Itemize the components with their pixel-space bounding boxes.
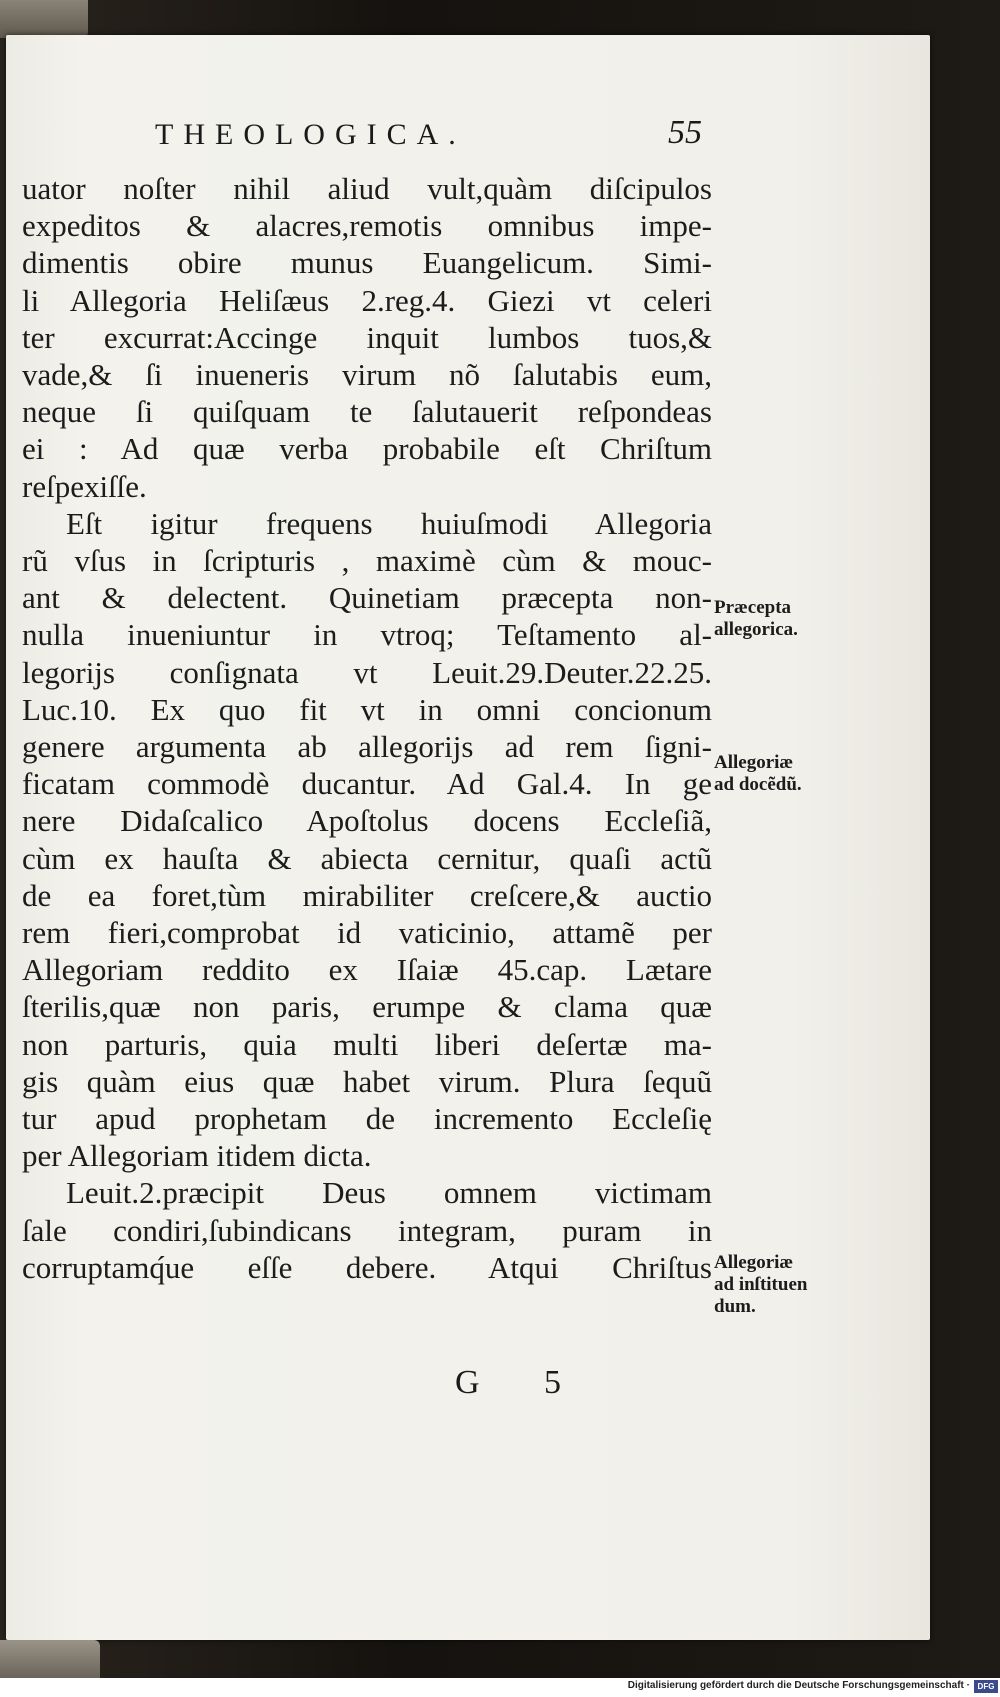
marginal-note-line: allegorica. [714, 619, 798, 640]
text-line: Eſt igitur frequens huiuſmodi Allegoria [66, 505, 712, 541]
main-text-block [22, 170, 712, 1286]
text-line: cùm ex hauſta & abiecta cernitur, quaſi actũ [22, 840, 712, 876]
marginal-note-line: Allegoriæ [714, 752, 794, 773]
text-line: Allegoriam reddito ex Iſaiæ 45.cap. Lætare [22, 952, 712, 988]
text-line: ei : Ad quæ verba probabile eſt Chriſtum [22, 431, 712, 467]
book-clamp-top [0, 0, 88, 38]
text-line: Luc.10. Ex quo fit vt in omni concionum [22, 691, 712, 727]
marginal-note-line: Præcepta [714, 597, 792, 618]
text-line: rem fieri,comprobat id vaticinio, attamẽ per [22, 915, 712, 951]
marginal-note [714, 1252, 864, 1318]
text-line: dimentis obire munus Euangelicum. Simi- [22, 245, 712, 281]
marginal-note-line: ad inſtituen [714, 1274, 808, 1295]
page-number: 55 [668, 114, 702, 151]
signature-mark: G 5 [455, 1364, 590, 1401]
book-clamp-bottom [0, 1640, 100, 1678]
text-line: legorijs conſignata vt Leuit.29.Deuter.22.25. [22, 654, 712, 690]
marginal-note [714, 597, 864, 641]
text-line: neque ſi quiſquam te ſalutauerit reſpondeas [22, 394, 712, 430]
marginal-note-line: dum. [714, 1296, 756, 1317]
text-line: genere argumenta ab allegorijs ad rem ſigni- [22, 729, 712, 765]
text-line: uator noſter nihil aliud vult,quàm diſcipulos [22, 171, 712, 206]
text-line: li Allegoria Heliſæus 2.reg.4. Giezi vt celeri [22, 282, 712, 318]
text-line: vade,& ſi inueneris virum nõ ſalutabis eum, [22, 357, 712, 393]
text-line: non parturis, quia multi liberi deſertæ ma- [22, 1026, 712, 1062]
funding-credit: Digitalisierung gefördert durch die Deutsche Forschungsgemeinschaft · [627, 1680, 970, 1691]
marginal-note [714, 752, 864, 796]
text-line: nere Didaſcalico Apoſtolus docens Eccleſiã, [22, 803, 712, 839]
marginal-note-line: ad docẽdũ. [714, 774, 802, 795]
text-line: gis quàm eius quæ habet virum. Plura ſequũ [22, 1063, 712, 1099]
text-line: nulla inueniuntur in vtroq; Teſtamento al- [22, 617, 712, 653]
text-line: tur apud prophetam de incremento Eccleſię [22, 1101, 712, 1137]
text-line: ficatam commodè ducantur. Ad Gal.4. In ge [22, 766, 712, 802]
text-line: corruptamq́ue eſſe debere. Atqui Chriſtus [22, 1249, 712, 1285]
text-line: de ea foret,tùm mirabiliter creſcere,& auctio [22, 877, 712, 913]
text-line: ſale condiri,ſubindicans integram, puram in [22, 1212, 712, 1248]
marginal-note-line: Allegoriæ [714, 1252, 794, 1273]
text-line: reſpexiſſe. [22, 468, 147, 504]
text-line: ſterilis,quæ non paris, erumpe & clama quæ [22, 989, 712, 1025]
text-line: ter excurrat:Accinge inquit lumbos tuos,& [22, 319, 712, 355]
text-line: expeditos & alacres,remotis omnibus impe- [22, 208, 712, 244]
text-line: rũ vſus in ſcripturis , maximè cùm & mouc- [22, 543, 712, 579]
text-line: ant & delectent. Quinetiam præcepta non- [22, 580, 712, 616]
text-line: per Allegoriam itidem dicta. [22, 1138, 372, 1174]
text-line: Leuit.2.præcipit Deus omnem victimam [66, 1175, 712, 1211]
running-head: THEOLOGICA. [155, 118, 466, 151]
dfg-logo: DFG [974, 1680, 998, 1693]
